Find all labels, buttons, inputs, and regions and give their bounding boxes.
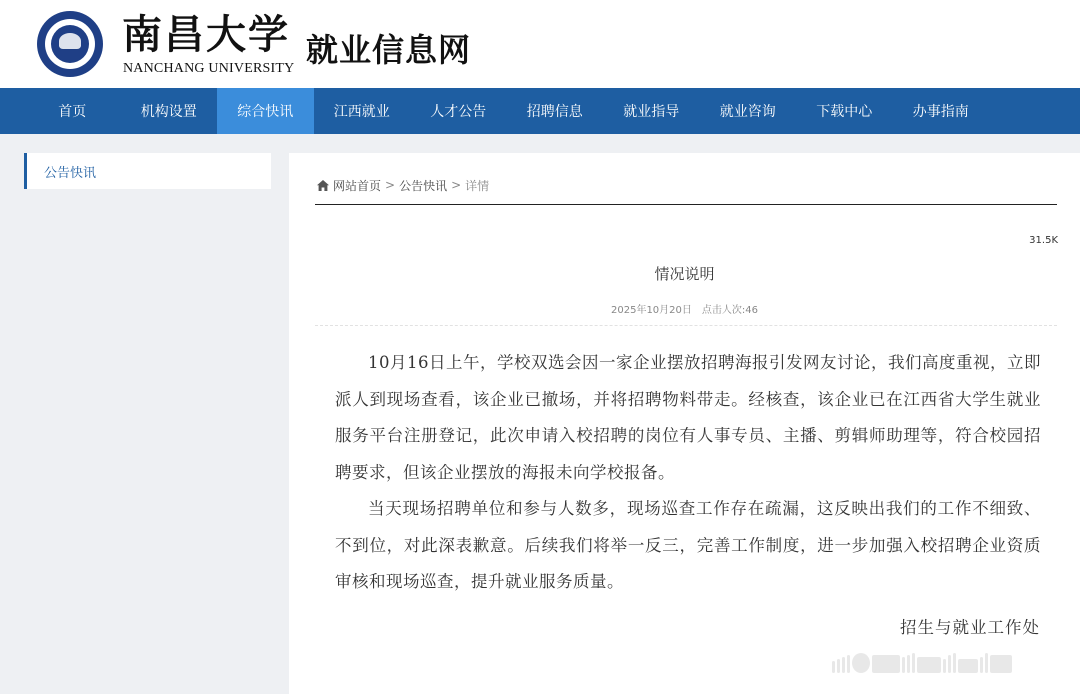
article-panel [289,153,1080,694]
nav-item-home[interactable]: 首页 [58,104,87,120]
nav-item-talent-notice[interactable]: 人才公告 [430,104,487,120]
breadcrumb [317,176,489,194]
file-size: 31.5K [1029,235,1058,246]
nav-item-guidance[interactable]: 就业指导 [623,104,680,120]
article-signature: 招生与就业工作处 [900,618,1040,637]
nav-item-downloads[interactable]: 下载中心 [816,104,873,120]
school-name-english: NANCHANG UNIVERSITY [123,61,295,76]
article-paragraph: 当天现场招聘单位和参与人数多，现场巡查工作存在疏漏，这反映出我们的工作不细致、不到位，对此深表歉意。后续我们将举一反三，完善工作制度，进一步加强入校招聘企业资质审核和现场巡查，提升就业服务质量。 [335,499,1041,591]
watermark-icon [832,649,1062,673]
article-paragraph: 10月16日上午，学校双选会因一家企业摆放招聘海报引发网友讨论，我们高度重视，立即派人到现场查看，该企业已撤场，并将招聘物料带走。经核查，该企业已在江西省大学生就业服务平台注册登记，此次申请入校招聘的岗位有人事专员、主播、剪辑师助理等，符合校园招聘要求，但该企业摆放的海报未向学校报备。 [335,353,1041,482]
breadcrumb-separator: > [385,178,396,192]
article-meta [289,301,1080,316]
sidebar-item-announcements[interactable]: 公告快讯 [24,153,271,189]
home-icon [317,180,329,191]
breadcrumb-home-link[interactable]: 网站首页 [333,178,382,193]
school-name[interactable]: 南昌大学 [122,11,290,58]
site-header [0,0,1080,88]
site-name: 就业信息网 [306,31,472,69]
article-date: 2025年10月20日 [611,305,692,316]
nav-item-consulting[interactable]: 就业咨询 [719,104,776,120]
breadcrumb-current: 详情 [465,178,490,193]
nav-item-organization[interactable]: 机构设置 [140,104,197,120]
main-nav [0,88,1080,134]
article-body [335,345,1041,601]
nav-item-news[interactable]: 综合快讯 [217,88,314,134]
breadcrumb-section-link[interactable]: 公告快讯 [399,178,448,193]
article-hits: 点击人次:46 [701,305,758,316]
nav-item-jiangxi-employment[interactable]: 江西就业 [333,104,390,120]
divider [315,204,1057,205]
article-title: 情况说明 [654,265,715,283]
breadcrumb-separator: > [451,178,462,192]
nav-item-guide[interactable]: 办事指南 [912,104,969,120]
divider [315,325,1057,326]
university-seal-icon[interactable] [37,11,103,77]
nav-item-recruitment[interactable]: 招聘信息 [526,104,583,120]
